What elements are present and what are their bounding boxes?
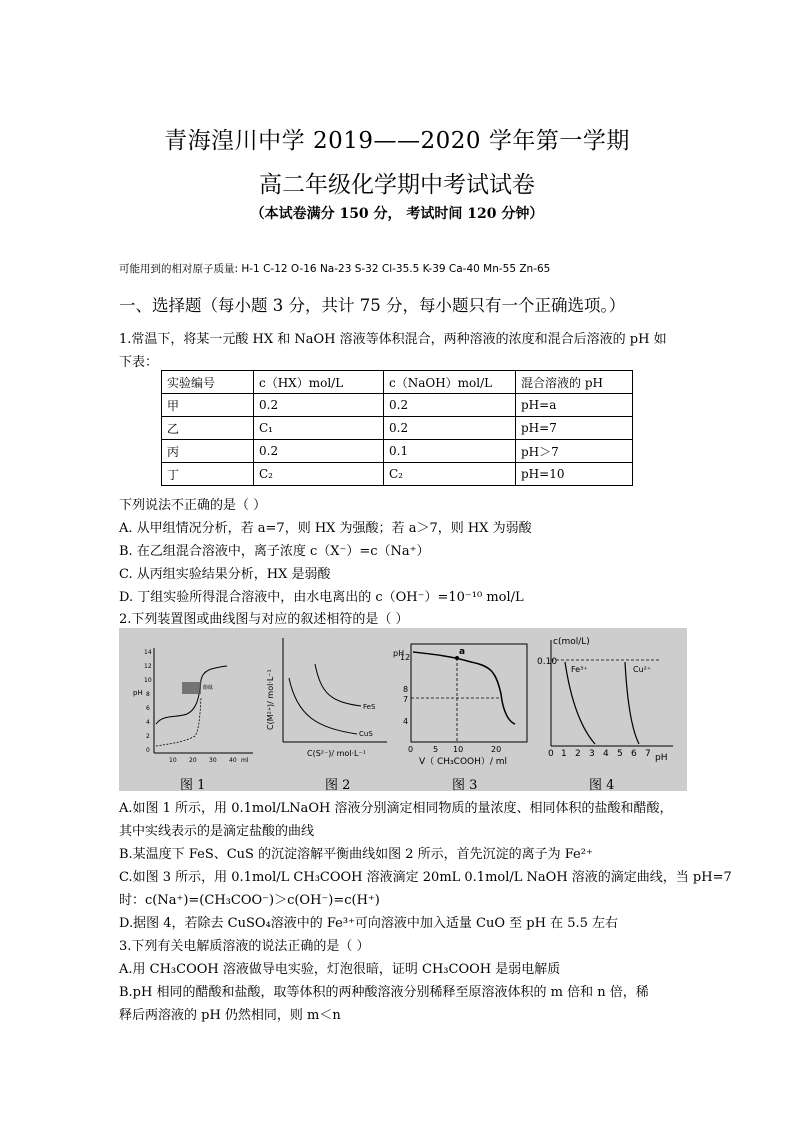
q2-option-c-line1: C.如图 3 所示，用 0.1mol/L CH₃COOH 溶液滴定 20mL 0.1mol/L NaOH 溶液的滴定曲线，当 pH=7 xyxy=(119,870,732,885)
table-cell: pH=10 xyxy=(516,463,633,486)
table-cell: C₂ xyxy=(384,463,516,486)
q1-table xyxy=(161,370,633,486)
table-cell: pH=a xyxy=(516,394,633,417)
fig1-ylabel: pH xyxy=(133,689,143,697)
exam-subtitle: 高二年级化学期中考试试卷 xyxy=(259,172,535,198)
fig3-frame xyxy=(411,644,527,742)
fig4-xtick: 4 xyxy=(603,749,609,759)
fig3-ytick: 4 xyxy=(403,717,409,726)
fig2-fes-label: FeS xyxy=(363,703,376,711)
table-cell: pH＞7 xyxy=(516,440,633,463)
fig1-ytick: 0 xyxy=(146,747,150,754)
fig4-ylabel: c(mol/L) xyxy=(553,637,590,647)
fig2-caption: 图 2 xyxy=(325,778,351,793)
fig4-caption: 图 4 xyxy=(589,778,615,793)
fig2-fes-curve xyxy=(315,664,361,706)
fig4-xtick: 1 xyxy=(561,749,567,759)
fig4-cu-curve xyxy=(625,662,639,744)
exam-title: 青海湟川中学 2019——2020 学年第一学期 xyxy=(164,128,630,154)
q2-option-d: D.据图 4，若除去 CuSO₄溶液中的 Fe³⁺可向溶液中加入适量 CuO 至 pH 在 5.5 左右 xyxy=(119,916,619,931)
fig1-box-label: 酚酞 xyxy=(203,685,214,691)
fig2-xlabel: C(S²⁻)/ mol·L⁻¹ xyxy=(307,749,366,758)
table-cell: 乙 xyxy=(162,417,254,440)
table-header-cell: 混合溶液的 pH xyxy=(516,371,633,394)
table-header-row xyxy=(162,371,633,394)
q3-option-a: A.用 CH₃COOH 溶液做导电实验，灯泡很暗，证明 CH₃COOH 是弱电解质 xyxy=(119,962,561,977)
table-header-cell: 实验编号 xyxy=(162,371,254,394)
q3-option-b-line2: 释后两溶液的 pH 仍然相同，则 m＜n xyxy=(119,1008,341,1023)
table-cell: 丙 xyxy=(162,440,254,463)
atomic-masses: 可能用到的相对原子质量: H-1 C-12 O-16 Na-23 S-32 Cl-35.5 K-39 Ca-40 Mn-55 Zn-65 xyxy=(119,263,551,275)
table-row xyxy=(162,463,633,486)
fig4-ytick: 0.10 xyxy=(537,657,558,667)
fig3-xtick: 20 xyxy=(491,745,502,754)
fig1-xtick: 30 xyxy=(209,757,217,764)
fig3-xtick: 5 xyxy=(433,745,439,754)
fig1-indicator-box xyxy=(182,682,201,694)
fig2-cus-label: CuS xyxy=(359,730,373,738)
fig3-caption: 图 3 xyxy=(452,778,478,793)
q1-option-c: C. 从丙组实验结果分析，HX 是弱酸 xyxy=(119,567,331,582)
table-cell: pH=7 xyxy=(516,417,633,440)
fig1-caption: 图 1 xyxy=(180,778,206,793)
q2-option-a-line2: 其中实线表示的是滴定盐酸的曲线 xyxy=(119,824,315,839)
table-row xyxy=(162,394,633,417)
fig1-solid-curve xyxy=(156,666,227,724)
fig4-xtick: 7 xyxy=(645,749,651,759)
table-cell: 甲 xyxy=(162,394,254,417)
q1-stem-line2: 下表： xyxy=(119,355,159,370)
fig1-ytick: 10 xyxy=(144,677,152,684)
figure-4 xyxy=(537,632,687,770)
table-cell: 0.2 xyxy=(254,440,384,463)
table-cell: 0.1 xyxy=(384,440,516,463)
fig1-ytick: 2 xyxy=(146,733,150,740)
q1-option-a: A. 从甲组情况分析，若 a=7，则 HX 为强酸；若 a＞7，则 HX 为弱酸 xyxy=(119,521,532,536)
q2-stem: 2.下列装置图或曲线图与对应的叙述相符的是（ ） xyxy=(119,612,409,627)
fig4-xtick: 0 xyxy=(548,749,554,759)
table-cell: 0.2 xyxy=(254,394,384,417)
fig3-xlabel: V（ CH₃COOH）/ ml xyxy=(419,757,508,767)
fig1-xtick: 10 xyxy=(169,757,177,764)
fig3-xtick: 0 xyxy=(408,745,414,754)
fig1-ytick: 4 xyxy=(146,719,150,726)
fig4-xtick: 5 xyxy=(617,749,623,759)
fig3-point-label: a xyxy=(459,647,466,657)
fig4-xtick: 3 xyxy=(589,749,595,759)
q1-option-d: D. 丁组实验所得混合溶液中，由水电离出的 c（OH⁻）=10⁻¹⁰ mol/L xyxy=(119,590,524,605)
fig3-ylabel: pH xyxy=(393,649,405,658)
q2-option-c-line2: 时：c(Na⁺)=(CH₃COO⁻)＞c(OH⁻)=c(H⁺) xyxy=(119,893,380,908)
q2-option-a-line1: A.如图 1 所示，用 0.1mol/LNaOH 溶液分别滴定相同物质的量浓度、相同体积的盐酸和醋酸， xyxy=(119,801,673,816)
q3-option-b-line1: B.pH 相同的醋酸和盐酸，取等体积的两种酸溶液分别稀释至原溶液体积的 m 倍和 n 倍，稀 xyxy=(119,985,649,1000)
figure-1 xyxy=(129,640,259,770)
q1-stem-line1: 1.常温下，将某一元酸 HX 和 NaOH 溶液等体积混合，两种溶液的浓度和混合后溶液的 pH 如 xyxy=(119,332,667,347)
fig1-dashed-curve xyxy=(156,698,201,746)
exam-note: （本试卷满分 150 分， 考试时间 120 分钟） xyxy=(250,206,544,222)
fig3-ytick: 7 xyxy=(403,695,409,704)
q1-option-b: B. 在乙组混合溶液中，离子浓度 c（X⁻）=c（Na⁺） xyxy=(119,544,430,559)
table-cell: 丁 xyxy=(162,463,254,486)
fig3-xtick: 10 xyxy=(453,745,464,754)
table-cell: 0.2 xyxy=(384,394,516,417)
figure-3 xyxy=(391,632,539,770)
fig3-titration-curve xyxy=(413,652,515,724)
fig4-fe-label: Fe³⁺ xyxy=(571,665,588,674)
fig4-cu-label: Cu²⁺ xyxy=(633,665,652,674)
q1-question: 下列说法不正确的是（ ） xyxy=(119,498,267,513)
fig4-fe-curve xyxy=(565,662,595,744)
table-cell: 0.2 xyxy=(384,417,516,440)
fig1-xtick: 20 xyxy=(189,757,197,764)
fig4-xtick: 2 xyxy=(575,749,581,759)
fig3-ytick: 12 xyxy=(400,653,411,662)
figure-2 xyxy=(259,634,399,770)
q2-option-b: B.某温度下 FeS、CuS 的沉淀溶解平衡曲线如图 2 所示，首先沉淀的离子为 Fe²⁺ xyxy=(119,847,593,862)
table-cell: C₂ xyxy=(254,463,384,486)
fig1-ytick: 8 xyxy=(146,691,150,698)
q2-figure-panel xyxy=(119,628,687,791)
section-title: 一、选择题（每小题 3 分，共计 75 分，每小题只有一个正确选项。） xyxy=(119,296,626,315)
table-row xyxy=(162,417,633,440)
fig4-xlabel: pH xyxy=(655,753,668,763)
fig3-ytick: 8 xyxy=(403,685,409,694)
fig1-ytick: 14 xyxy=(144,649,152,656)
fig1-xunit: ml xyxy=(241,757,249,764)
fig2-ylabel: C(M²⁺)/ mol·L⁻¹ xyxy=(266,669,275,730)
fig1-ytick: 6 xyxy=(146,705,150,712)
fig1-ytick: 12 xyxy=(144,663,152,670)
table-header-cell: c（NaOH）mol/L xyxy=(384,371,516,394)
q3-stem: 3.下列有关电解质溶液的说法正确的是（ ） xyxy=(119,939,370,954)
fig1-xtick: 40 xyxy=(229,757,237,764)
table-cell: C₁ xyxy=(254,417,384,440)
table-header-cell: c（HX）mol/L xyxy=(254,371,384,394)
table-row xyxy=(162,440,633,463)
fig4-xtick: 6 xyxy=(631,749,637,759)
